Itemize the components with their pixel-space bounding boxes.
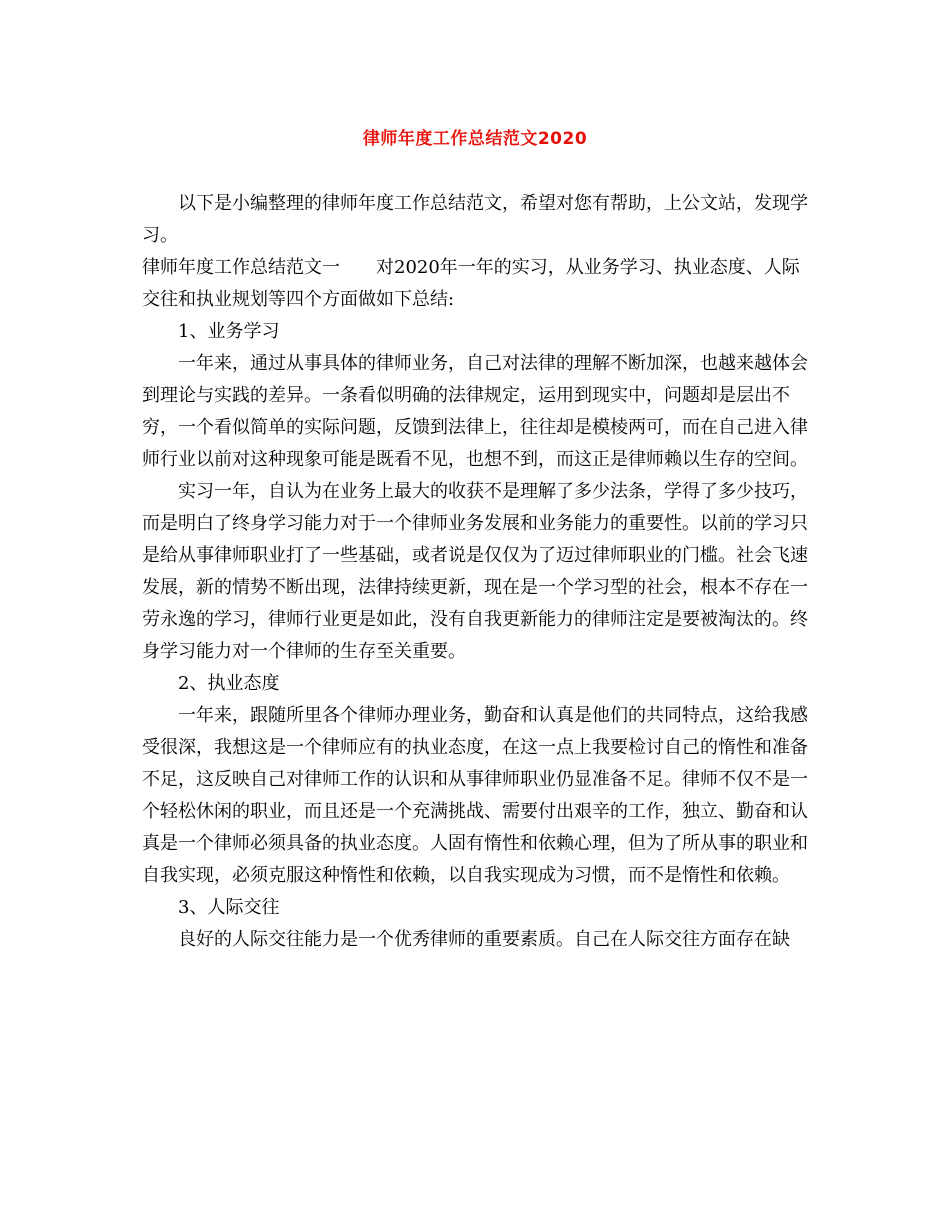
document-title: 律师年度工作总结范文2020: [362, 129, 588, 149]
document-body: [142, 188, 814, 956]
body-paragraph: 良好的人际交往能力是一个优秀律师的重要素质。自己在人际交往方面存在缺: [178, 929, 790, 950]
subtitle-label: 律师年度工作总结范文一: [142, 257, 340, 278]
body-paragraph: 实习一年，自认为在业务上最大的收获不是理解了多少法条，学得了多少技巧，而是明白了终身学习能力对于一个律师业务发展和业务能力的重要性。以前的学习只是给从事律师职业打了一些基础，或者说是仅仅为了迈过律师职业的门槛。社会飞速发展，新的情势不断出现，法律持续更新，现在是一个学习型的社会，根本不存在一劳永逸的学习，律师行业更是如此，没有自我更新能力的律师注定是要被淘汰的。终身学习能力对一个律师的生存至关重要。: [142, 481, 808, 662]
subtitle-text: 对2020年一年的实习，从业务学习、执业态度、人际交往和执业规划等四个方面做如下总结:: [142, 257, 800, 310]
body-paragraph: 一年来，跟随所里各个律师办理业务，勤奋和认真是他们的共同特点，这给我感受很深，我想这是一个律师应有的执业态度，在这一点上我要检讨自己的惰性和准备不足，这反映自己对律师工作的认识和从事律师职业仍显准备不足。律师不仅不是一个轻松休闲的职业，而且还是一个充满挑战、需要付出艰辛的工作，独立、勤奋和认真是一个律师必须具备的执业态度。人固有惰性和依赖心理，但为了所从事的职业和自我实现，必须克服这种惰性和依赖，以自我实现成为习惯，而不是惰性和依赖。: [142, 705, 808, 886]
section-heading: 1、业务学习: [178, 321, 280, 342]
body-paragraph: 一年来，通过从事具体的律师业务，自己对法律的理解不断加深，也越来越体会到理论与实践的差异。一条看似明确的法律规定，运用到现实中，问题却是层出不穷，一个看似简单的实际问题，反馈到法律上，往往却是模棱两可，而在自己进入律师行业以前对这种现象可能是既看不见，也想不到，而这正是律师赖以生存的空间。: [142, 353, 808, 470]
section-heading: 3、人际交往: [178, 897, 280, 918]
intro-paragraph: 以下是小编整理的律师年度工作总结范文，希望对您有帮助，上公文站，发现学习。: [142, 193, 808, 246]
section-heading: 2、执业态度: [178, 673, 280, 694]
subtitle-paragraph: [142, 252, 814, 316]
